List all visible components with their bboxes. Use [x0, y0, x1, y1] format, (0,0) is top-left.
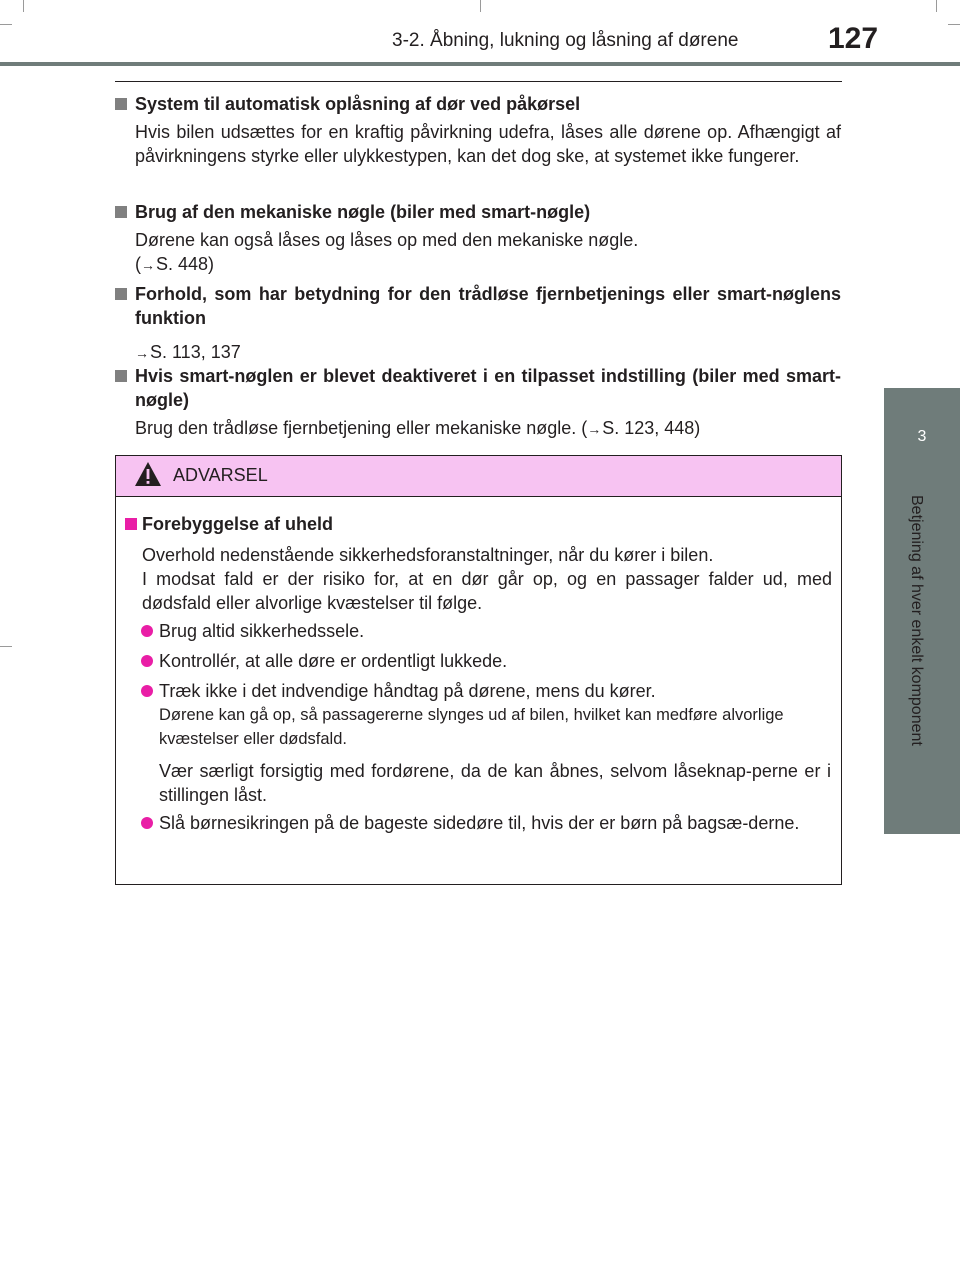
warning-title	[125, 514, 333, 535]
section-title	[115, 282, 841, 330]
section-title	[115, 200, 841, 224]
header-rule	[0, 62, 960, 66]
warning-intro-text: I modsat fald er der risiko for, at en dør går op, og en passager falder ud, med dødsfald eller alvorlige kvæstelser til følge.	[142, 569, 832, 613]
section-mechanical-key	[115, 200, 841, 277]
chapter-title: 3-2. Åbning, lukning og låsning af dørene	[392, 30, 739, 51]
crop-mark	[0, 646, 12, 647]
warning-label: ADVARSEL	[173, 465, 268, 485]
arrow-right-icon: →	[135, 345, 149, 361]
round-bullet-icon	[141, 685, 153, 697]
section-title	[115, 92, 841, 116]
arrow-right-icon: →	[587, 421, 602, 437]
crop-mark	[480, 0, 481, 12]
section-title-text: Hvis smart-nøglen er blevet deaktiveret i en tilpasset indstilling (biler med smart-nøgle)	[135, 366, 841, 410]
round-bullet-icon	[141, 655, 153, 667]
content-top-rule	[115, 81, 842, 82]
crop-mark	[23, 0, 24, 12]
section-title-text: Brug af den mekaniske nøgle (biler med smart-nøgle)	[135, 202, 591, 222]
section-smart-key-deactivated	[115, 364, 841, 441]
section-body	[115, 416, 841, 441]
warning-header	[116, 456, 841, 497]
section-title-text: System til automatisk oplåsning af dør ved påkørsel	[135, 94, 581, 114]
warning-bullet-text: Brug altid sikkerhedssele.	[159, 621, 365, 641]
warning-bullet-text: Kontrollér, at alle døre er ordentligt lukkede.	[159, 651, 508, 671]
round-bullet-icon	[141, 625, 153, 637]
section-body: Hvis bilen udsættes for en kraftig påvirkning udefra, låses alle dørene op. Afhængigt af påvirkningens styrke eller ulykkestypen, kan det dog ske, at systemet ikke fungerer.	[135, 122, 841, 166]
section-title-text: Forhold, som har betydning for den trådløse fjernbetjenings eller smart-nøglens funktion	[135, 284, 841, 328]
crop-mark	[936, 0, 937, 12]
square-bullet-icon	[115, 206, 127, 218]
chapter-tab-label-text: Betjening af hver enkelt komponent	[908, 495, 925, 746]
section-body	[115, 228, 841, 277]
chapter-tab-label	[905, 495, 925, 795]
warning-intro-line: Overhold nedenstående sikkerhedsforanstaltninger, når du kører i bilen.	[142, 545, 714, 565]
ref-open-paren: (	[135, 254, 141, 274]
page-reference-link[interactable]: S. 113, 137	[150, 342, 241, 362]
warning-bullet-text: Slå børnesikringen på de bageste sidedøre til, hvis der er børn på bagsæ-derne.	[159, 813, 800, 833]
warning-box	[115, 455, 842, 885]
section-auto-unlock	[115, 92, 841, 168]
section-remote-conditions	[115, 282, 841, 365]
square-bullet-icon	[125, 518, 137, 530]
crop-mark	[948, 24, 960, 25]
warning-extra-text: Vær særligt forsigtig med fordørene, da de kan åbnes, selvom låseknap-perne er i stillingen låst.	[159, 761, 831, 805]
crop-mark	[0, 24, 12, 25]
round-bullet-icon	[141, 817, 153, 829]
warning-bullet-subtext: Dørene kan gå op, så passagererne slynges ud af bilen, hvilket kan medføre alvorlige kvæstelser eller dødsfald.	[159, 706, 784, 748]
arrow-right-icon: →	[141, 257, 155, 273]
page-number: 127	[828, 22, 879, 55]
page-reference-link[interactable]: S. 123, 448)	[602, 418, 701, 438]
square-bullet-icon	[115, 370, 127, 382]
warning-title-text: Forebyggelse af uheld	[142, 514, 334, 534]
chapter-number: 3	[917, 428, 927, 445]
square-bullet-icon	[115, 98, 127, 110]
section-body-text: Dørene kan også låses og låses op med den mekaniske nøgle.	[135, 230, 639, 250]
section-body	[115, 340, 841, 365]
square-bullet-icon	[115, 288, 127, 300]
warning-triangle-icon	[134, 461, 162, 487]
warning-bullet-text: Træk ikke i det indvendige håndtag på dørene, mens du kører.	[159, 681, 656, 701]
section-body-text: Brug den trådløse fjernbetjening eller mekaniske nøgle. (	[135, 418, 588, 438]
section-title	[115, 364, 841, 412]
page-reference-link[interactable]: S. 448)	[156, 254, 215, 274]
